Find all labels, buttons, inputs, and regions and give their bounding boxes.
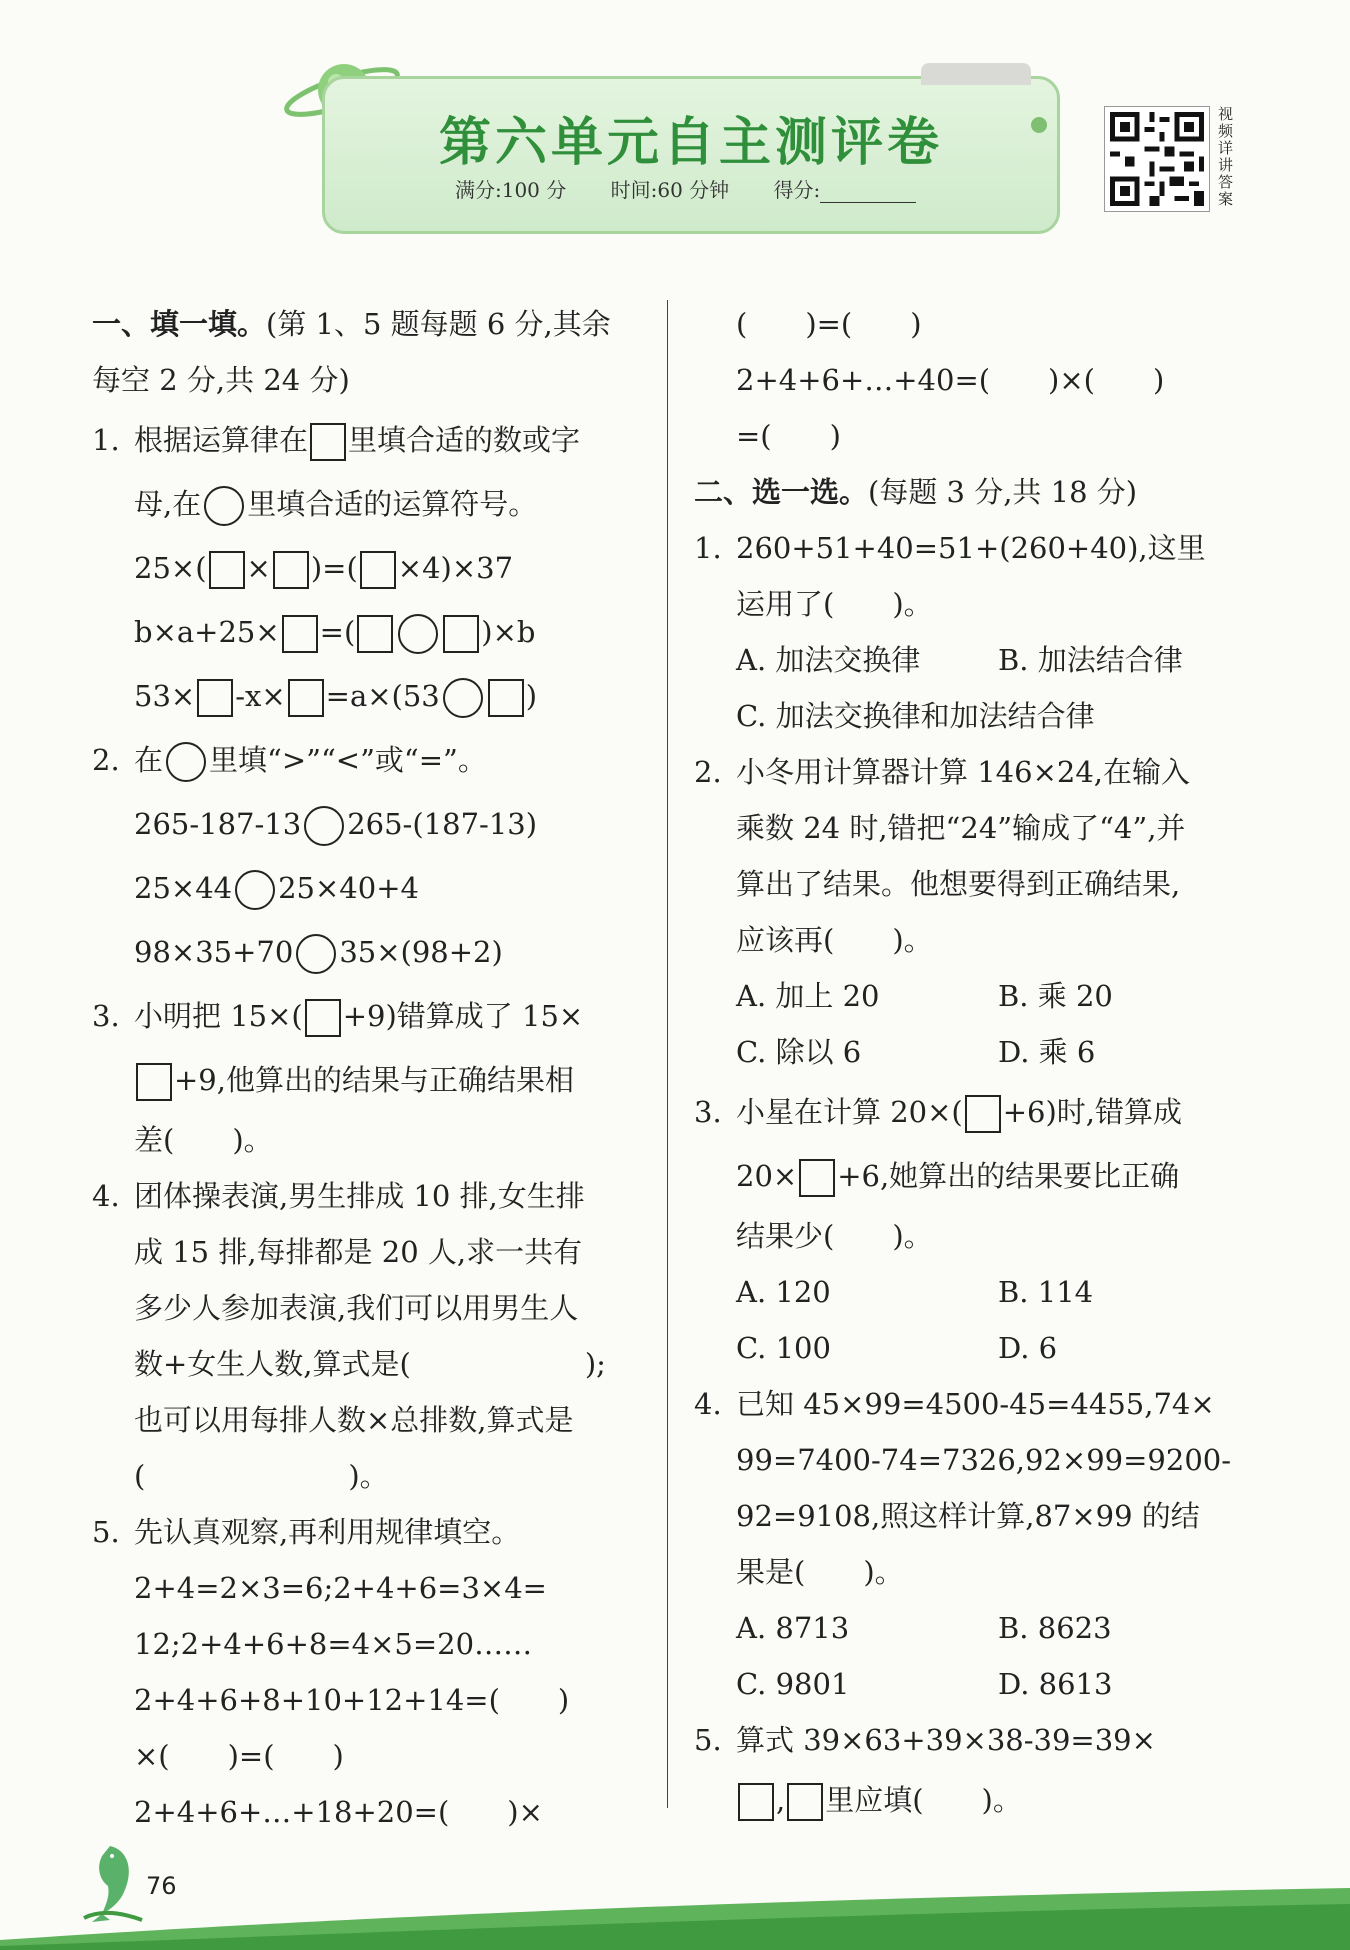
question-text: 在 [134, 743, 164, 777]
question-text: 12;2+4+6+8=4×5=20…… [134, 1627, 533, 1661]
line-text: 每空 2 分,共 24 分) [92, 363, 350, 397]
full-score: 满分:100 分 [455, 178, 567, 202]
question-line [694, 520, 1254, 576]
score-field [774, 178, 955, 202]
choice-options [694, 1600, 1254, 1656]
choice-option[interactable]: B. 乘 20 [998, 979, 1113, 1013]
question-number: 1. [694, 531, 722, 565]
question-text: 成 15 排,每排都是 20 人,求一共有 [134, 1235, 583, 1269]
answer-box[interactable] [488, 679, 524, 717]
question-text: 2+4=2×3=6;2+4+6=3×4= [134, 1571, 547, 1605]
choice-option[interactable]: A. 加法交换律 [736, 643, 921, 677]
choice-option[interactable]: C. 9801 [736, 1667, 850, 1701]
answer-circle[interactable] [304, 806, 344, 846]
question-continuation [92, 1336, 648, 1392]
answer-box[interactable] [209, 551, 245, 589]
question-text: 团体操表演,男生排成 10 排,女生排 [134, 1179, 585, 1213]
dolphin-icon [80, 1840, 146, 1924]
choice-option[interactable]: D. 8613 [998, 1667, 1113, 1701]
page-number: 76 [146, 1872, 177, 1900]
question-continuation [694, 1768, 1254, 1832]
question-number: 4. [92, 1179, 120, 1213]
answer-box[interactable] [738, 1783, 774, 1821]
question-text: 里应填( )。 [825, 1783, 1022, 1817]
question-text: 98×35+70 [134, 935, 294, 969]
choice-options [694, 1656, 1254, 1712]
question-continuation [92, 1728, 648, 1784]
question-continuation [92, 1048, 648, 1112]
question-number: 5. [694, 1723, 722, 1757]
choice-option[interactable]: D. 6 [998, 1331, 1058, 1365]
question-continuation [694, 856, 1254, 912]
question-continuation [694, 800, 1254, 856]
question-text: =a×(53 [325, 679, 440, 713]
question-continuation [92, 1112, 648, 1168]
question-text: 已知 45×99=4500-45=4455,74× [736, 1387, 1215, 1421]
question-text: +9)错算成了 15× [342, 999, 584, 1033]
choice-option[interactable]: B. 8623 [998, 1611, 1112, 1645]
question-text: , [776, 1783, 786, 1817]
question-text: 里填“>”“<”或“=”。 [209, 743, 487, 777]
question-text: 算出了结果。他想要得到正确结果, [736, 867, 1181, 901]
question-continuation [694, 576, 1254, 632]
question-continuation [92, 792, 648, 856]
choice-options [694, 1320, 1254, 1376]
score-blank [820, 184, 916, 203]
choice-options [694, 968, 1254, 1024]
choice-option[interactable]: B. 加法结合律 [998, 643, 1183, 677]
question-continuation [694, 296, 1254, 352]
choice-option[interactable]: A. 120 [736, 1275, 831, 1309]
answer-circle[interactable] [204, 486, 244, 526]
question-continuation [694, 1544, 1254, 1600]
answer-box[interactable] [360, 551, 396, 589]
answer-box[interactable] [197, 679, 233, 717]
question-text: 2+4+6+…+18+20=( )× [134, 1795, 543, 1829]
question-line [92, 408, 648, 472]
question-text: 25×40+4 [278, 871, 419, 905]
question-continuation [92, 1224, 648, 1280]
question-text: ) [525, 679, 538, 713]
choice-option[interactable]: D. 乘 6 [998, 1035, 1096, 1069]
question-text: )=( [310, 551, 358, 585]
question-continuation [694, 688, 1254, 744]
qr-label: 视频详讲答案 [1218, 105, 1234, 208]
choice-options [694, 1024, 1254, 1080]
question-text: 小明把 15×( [134, 999, 303, 1033]
question-line [694, 744, 1254, 800]
question-continuation [92, 1280, 648, 1336]
question-text: -x× [235, 679, 286, 713]
question-text: 265-(187-13) [347, 807, 538, 841]
question-continuation [92, 1672, 648, 1728]
question-text: +6)时,错算成 [1002, 1095, 1183, 1129]
question-number: 3. [694, 1095, 722, 1129]
answer-box[interactable] [965, 1095, 1001, 1133]
question-number: 2. [92, 743, 120, 777]
exam-info [455, 174, 1015, 203]
question-text: 应该再( )。 [736, 923, 933, 957]
answer-circle[interactable] [296, 934, 336, 974]
section-title [694, 464, 1254, 520]
banner-tab [921, 63, 1031, 85]
section-scoring: (第 1、5 题每题 6 分,其余 [266, 307, 611, 341]
question-continuation [694, 1144, 1254, 1208]
answer-box[interactable] [288, 679, 324, 717]
question-text: 20× [736, 1159, 798, 1193]
answer-box[interactable] [357, 615, 393, 653]
question-line [694, 1080, 1254, 1144]
text-line [92, 352, 648, 408]
answer-box[interactable] [310, 423, 346, 461]
question-text: =( ) [736, 419, 841, 453]
question-text: ×4)×37 [397, 551, 514, 585]
question-text: 数+女生人数,算式是( ); [134, 1347, 606, 1381]
question-continuation [92, 536, 648, 600]
section-title [92, 296, 648, 352]
question-text: 差( )。 [134, 1123, 273, 1157]
question-text: 里填合适的数或字 [348, 423, 581, 457]
question-text: 2+4+6+8+10+12+14=( ) [134, 1683, 570, 1717]
question-number: 2. [694, 755, 722, 789]
question-text: 母,在 [134, 487, 202, 521]
question-text: +6,她算出的结果要比正确 [837, 1159, 1180, 1193]
section-heading: 二、选一选。 [694, 475, 869, 509]
answer-box[interactable] [273, 551, 309, 589]
footer-wave [0, 1880, 1350, 1950]
question-text: 先认真观察,再利用规律填空。 [134, 1515, 521, 1549]
answer-box[interactable] [799, 1159, 835, 1197]
question-text: =( [319, 615, 356, 649]
question-text: C. 加法交换律和加法结合律 [736, 699, 1095, 733]
question-continuation [694, 1432, 1254, 1488]
answer-box[interactable] [787, 1783, 823, 1821]
question-text: 小冬用计算器计算 146×24,在输入 [736, 755, 1190, 789]
choice-option[interactable]: A. 加上 20 [736, 979, 880, 1013]
question-line [92, 1168, 648, 1224]
question-continuation [92, 1448, 648, 1504]
answer-box[interactable] [136, 1063, 172, 1101]
column-divider [667, 300, 668, 1808]
question-text: 运用了( )。 [736, 587, 933, 621]
question-continuation [694, 912, 1254, 968]
question-text: 多少人参加表演,我们可以用男生人 [134, 1291, 579, 1325]
question-text: +9,他算出的结果与正确结果相 [174, 1063, 574, 1097]
question-text: 53× [134, 679, 196, 713]
question-text: b×a+25× [134, 615, 280, 649]
question-text: × [246, 551, 271, 585]
right-column [694, 296, 1254, 1832]
answer-box[interactable] [443, 615, 479, 653]
question-continuation [92, 1616, 648, 1672]
question-text: ×( )=( ) [134, 1739, 344, 1773]
question-text: ( )=( ) [736, 307, 922, 341]
question-line [92, 728, 648, 792]
question-number: 3. [92, 999, 120, 1033]
question-continuation [92, 664, 648, 728]
question-text: 小星在计算 20×( [736, 1095, 963, 1129]
score-label: 得分: [773, 178, 821, 202]
choice-options [694, 1264, 1254, 1320]
question-continuation [92, 472, 648, 536]
question-continuation [92, 1560, 648, 1616]
page-title: 第六单元自主测评卷 [438, 113, 943, 173]
choice-option[interactable]: A. 8713 [736, 1611, 850, 1645]
section-heading: 一、填一填。 [92, 307, 267, 341]
question-text: 算式 39×63+39×38-39=39× [736, 1723, 1156, 1757]
question-text: )×b [481, 615, 536, 649]
answer-circle[interactable] [235, 870, 275, 910]
question-text: 99=7400-74=7326,92×99=9200- [736, 1443, 1232, 1477]
answer-box[interactable] [282, 615, 318, 653]
qr-code-icon[interactable] [1104, 106, 1210, 212]
answer-circle[interactable] [443, 678, 483, 718]
choice-option[interactable]: C. 100 [736, 1331, 831, 1365]
question-number: 1. [92, 423, 120, 457]
question-continuation [92, 600, 648, 664]
question-continuation [694, 352, 1254, 408]
question-continuation [694, 1208, 1254, 1264]
question-continuation [92, 920, 648, 984]
answer-box[interactable] [305, 999, 341, 1037]
question-line [694, 1712, 1254, 1768]
section-scoring: (每题 3 分,共 18 分) [868, 475, 1138, 509]
choice-option[interactable]: B. 114 [998, 1275, 1094, 1309]
question-text: 根据运算律在 [134, 423, 309, 457]
question-text: 乘数 24 时,错把“24”输成了“4”,并 [736, 811, 1186, 845]
question-continuation [694, 408, 1254, 464]
question-number: 4. [694, 1387, 722, 1421]
question-text: 92=9108,照这样计算,87×99 的结 [736, 1499, 1200, 1533]
question-continuation [92, 1784, 648, 1840]
question-text: 里填合适的运算符号。 [247, 487, 538, 521]
question-text: 260+51+40=51+(260+40),这里 [736, 531, 1206, 565]
question-text: 也可以用每排人数×总排数,算式是 [134, 1403, 574, 1437]
question-text: 果是( )。 [736, 1555, 904, 1589]
question-text: 2+4+6+…+40=( )×( ) [736, 363, 1165, 397]
question-continuation [92, 1392, 648, 1448]
question-text: 265-187-13 [134, 807, 302, 841]
left-column [92, 296, 648, 1840]
question-line [694, 1376, 1254, 1432]
question-text: 结果少( )。 [736, 1219, 933, 1253]
question-line [92, 984, 648, 1048]
question-text: 35×(98+2) [339, 935, 503, 969]
question-text: 25×( [134, 551, 207, 585]
answer-circle[interactable] [166, 742, 206, 782]
choice-options [694, 632, 1254, 688]
question-continuation [92, 856, 648, 920]
choice-option[interactable]: C. 除以 6 [736, 1035, 862, 1069]
question-line [92, 1504, 648, 1560]
question-text: ( )。 [134, 1459, 389, 1493]
time-limit: 时间:60 分钟 [610, 178, 730, 202]
question-text: 25×44 [134, 871, 233, 905]
question-number: 5. [92, 1515, 120, 1549]
question-continuation [694, 1488, 1254, 1544]
answer-circle[interactable] [398, 614, 438, 654]
